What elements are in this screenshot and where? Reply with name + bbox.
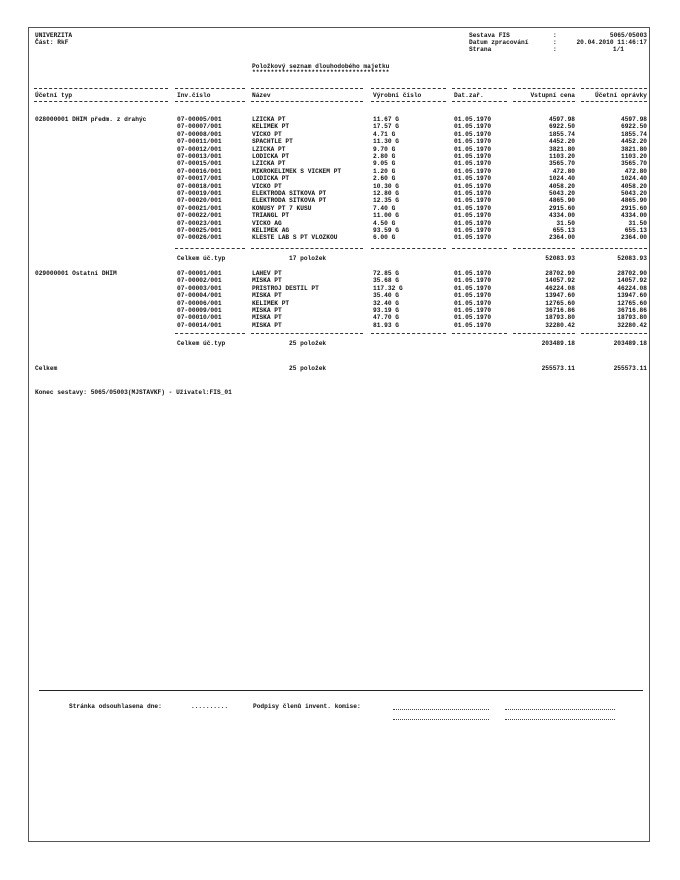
date-acquired: 01.05.1970 <box>454 314 492 322</box>
inv-number: 07-00012/001 <box>177 145 222 153</box>
report-title: Položkový seznam dlouhodobého majetku <box>252 63 390 70</box>
date-acquired: 01.05.1970 <box>454 277 492 285</box>
entry-price: 4058.20 <box>549 182 575 190</box>
depreciation: 13947.60 <box>617 292 647 300</box>
entry-price: 13947.60 <box>545 292 575 300</box>
item-name: MISKA PT <box>252 277 282 285</box>
serial-number: 93.19 G <box>373 307 399 314</box>
grand-total-count: 25 položek <box>289 365 327 372</box>
depreciation: 5043.20 <box>621 190 647 197</box>
subtotal-label: Celkem úč.typ <box>177 340 226 347</box>
date-acquired: 01.05.1970 <box>454 234 492 242</box>
date-acquired: 01.05.1970 <box>454 227 492 234</box>
serial-number: 11.00 G <box>373 212 399 220</box>
subtotal-price: 52083.93 <box>545 255 575 262</box>
serial-number: 7.40 G <box>373 204 396 212</box>
entry-price: 31.50 <box>556 219 575 227</box>
inv-number: 07-00016/001 <box>177 167 222 175</box>
item-name: MISKA PT <box>252 292 282 300</box>
depreciation: 32280.42 <box>617 321 647 329</box>
part-label: Část: RkF <box>35 39 69 46</box>
col-header-price: Vstupní cena <box>530 92 575 99</box>
header-rule-top-1 <box>34 88 168 89</box>
serial-number: 117.32 G <box>373 284 403 292</box>
subtotal-rule-3 <box>371 248 446 249</box>
header-rule-top-6 <box>513 88 575 89</box>
header-rule-bottom-7 <box>581 101 647 102</box>
item-name: ELEKTRODA SITKOVA PT <box>252 190 327 197</box>
inv-number: 07-00008/001 <box>177 130 222 138</box>
inv-number: 07-00001/001 <box>177 270 222 277</box>
subtotal-rule-1 <box>175 248 245 249</box>
depreciation: 31.50 <box>628 219 647 227</box>
date-label: Datum zpracování <box>469 39 529 46</box>
date-acquired: 01.05.1970 <box>454 116 492 123</box>
inv-number: 07-00002/001 <box>177 277 222 285</box>
grand-total-label: Celkem <box>35 365 58 372</box>
header-rule-bottom-4 <box>371 101 446 102</box>
serial-number: 17.57 G <box>373 123 399 131</box>
inv-number: 07-00005/001 <box>177 116 222 123</box>
inv-number: 07-00015/001 <box>177 160 222 168</box>
entry-price: 4334.00 <box>549 212 575 220</box>
signature-line <box>505 709 615 710</box>
entry-price: 32280.42 <box>545 321 575 329</box>
grand-total-dep: 255573.11 <box>613 365 647 372</box>
entry-price: 14057.92 <box>545 277 575 285</box>
depreciation: 2364.00 <box>621 234 647 242</box>
entry-price: 655.13 <box>552 227 575 234</box>
date-acquired: 01.05.1970 <box>454 197 492 205</box>
subtotal-rule-1 <box>175 333 245 334</box>
depreciation: 1103.20 <box>621 153 647 160</box>
subtotal-rule-5 <box>513 248 575 249</box>
page-value: 1/1 <box>612 46 624 53</box>
entry-price: 2915.60 <box>549 204 575 212</box>
item-name: KLESTE LAB S PT VLOZKOU <box>252 234 338 242</box>
depreciation: 3821.80 <box>621 145 647 153</box>
entry-price: 5043.20 <box>549 190 575 197</box>
depreciation: 4058.20 <box>621 182 647 190</box>
item-name: ELEKTRODA SITKOVA PT <box>252 197 327 205</box>
header-rule-top-7 <box>581 88 647 89</box>
item-name: VICKO PT <box>252 182 282 190</box>
depreciation: 36716.86 <box>617 307 647 314</box>
item-name: LODICKA PT <box>252 175 290 183</box>
depreciation: 4452.20 <box>621 138 647 146</box>
date-acquired: 01.05.1970 <box>454 204 492 212</box>
entry-price: 3821.80 <box>549 145 575 153</box>
depreciation: 14057.92 <box>617 277 647 285</box>
date-acquired: 01.05.1970 <box>454 190 492 197</box>
date-colon: : <box>553 39 557 46</box>
date-acquired: 01.05.1970 <box>454 219 492 227</box>
col-header-name: Název <box>252 92 271 99</box>
col-header-serial: Výrobní číslo <box>373 92 422 99</box>
depreciation: 2915.60 <box>621 204 647 212</box>
header-rule-bottom-3 <box>251 101 363 102</box>
page-label: Strana <box>469 46 492 53</box>
item-name: LZICKA PT <box>252 116 286 123</box>
depreciation: 6922.50 <box>621 123 647 131</box>
date-acquired: 01.05.1970 <box>454 145 492 153</box>
entry-price: 1103.20 <box>549 153 575 160</box>
subtotal-count: 25 položek <box>289 340 327 347</box>
entry-price: 46224.08 <box>545 284 575 292</box>
date-acquired: 01.05.1970 <box>454 321 492 329</box>
depreciation: 4597.98 <box>621 116 647 123</box>
inv-number: 07-00026/001 <box>177 234 222 242</box>
header-rule-bottom-6 <box>513 101 575 102</box>
agreed-dots: .......... <box>191 703 229 710</box>
serial-number: 81.93 G <box>373 321 399 329</box>
signature-line <box>393 719 489 720</box>
serial-number: 10.30 G <box>373 182 399 190</box>
inv-number: 07-00020/001 <box>177 197 222 205</box>
item-name: LODICKA PT <box>252 153 290 160</box>
signature-line <box>393 709 489 710</box>
inv-number: 07-00010/001 <box>177 314 222 322</box>
org-name: UNIVERZITA <box>35 32 73 39</box>
depreciation: 472.80 <box>624 167 647 175</box>
subtotal-rule-6 <box>581 248 647 249</box>
subtotal-dep: 52083.93 <box>617 255 647 262</box>
depreciation: 46224.08 <box>617 284 647 292</box>
inv-number: 07-00022/001 <box>177 212 222 220</box>
inv-number: 07-00009/001 <box>177 307 222 314</box>
header-rule-bottom-2 <box>175 101 245 102</box>
entry-price: 3565.70 <box>549 160 575 168</box>
subtotal-rule-2 <box>251 248 363 249</box>
signature-line <box>505 719 615 720</box>
date-acquired: 01.05.1970 <box>454 160 492 168</box>
serial-number: 4.50 G <box>373 219 396 227</box>
serial-number: 6.00 G <box>373 234 396 242</box>
date-acquired: 01.05.1970 <box>454 138 492 146</box>
entry-price: 4597.98 <box>549 116 575 123</box>
subtotal-rule-4 <box>452 248 507 249</box>
inv-number: 07-00004/001 <box>177 292 222 300</box>
serial-number: 12.80 G <box>373 190 399 197</box>
serial-number: 11.30 G <box>373 138 399 146</box>
item-name: KELIMEK PT <box>252 299 290 307</box>
serial-number: 93.59 G <box>373 227 399 234</box>
subtotal-count: 17 položek <box>289 255 327 262</box>
item-name: LZICKA PT <box>252 160 286 168</box>
entry-price: 36716.86 <box>545 307 575 314</box>
date-acquired: 01.05.1970 <box>454 292 492 300</box>
date-acquired: 01.05.1970 <box>454 307 492 314</box>
inv-number: 07-00017/001 <box>177 175 222 183</box>
depreciation: 4334.00 <box>621 212 647 220</box>
depreciation: 12765.60 <box>617 299 647 307</box>
depreciation: 4865.90 <box>621 197 647 205</box>
report-sheet <box>28 27 650 842</box>
entry-price: 4452.20 <box>549 138 575 146</box>
entry-price: 4865.90 <box>549 197 575 205</box>
date-acquired: 01.05.1970 <box>454 123 492 131</box>
serial-number: 9.70 G <box>373 145 396 153</box>
group-type-label: 029000001 Ostatní DHIM <box>35 270 117 277</box>
depreciation: 18793.80 <box>617 314 647 322</box>
header-rule-top-2 <box>175 88 245 89</box>
grand-total-price: 255573.11 <box>541 365 575 372</box>
header-rule-bottom-1 <box>34 101 168 102</box>
inv-number: 07-00007/001 <box>177 123 222 131</box>
depreciation: 655.13 <box>624 227 647 234</box>
subtotal-price: 203489.18 <box>541 340 575 347</box>
inv-number: 07-00019/001 <box>177 190 222 197</box>
subtotal-rule-6 <box>581 333 647 334</box>
report-title-underline: ************************************* <box>252 69 390 76</box>
item-name: VICKO AG <box>252 219 282 227</box>
col-header-dep: Účetní oprávky <box>595 92 647 99</box>
serial-number: 12.35 G <box>373 197 399 205</box>
subtotal-rule-2 <box>251 333 363 334</box>
item-name: LZICKA PT <box>252 145 286 153</box>
item-name: KELIMEK AG <box>252 227 290 234</box>
subtotal-rule-3 <box>371 333 446 334</box>
depreciation: 1855.74 <box>621 130 647 138</box>
inv-number: 07-00003/001 <box>177 284 222 292</box>
item-name: PRISTROJ DESTIL PT <box>252 284 319 292</box>
subtotal-rule-5 <box>513 333 575 334</box>
date-acquired: 01.05.1970 <box>454 212 492 220</box>
inv-number: 07-00021/001 <box>177 204 222 212</box>
col-header-inv: Inv.číslo <box>177 92 211 99</box>
inv-number: 07-00006/001 <box>177 299 222 307</box>
header-rule-top-3 <box>251 88 363 89</box>
group-type-label: 028000001 DHIM předm. z drahýc <box>35 116 147 123</box>
serial-number: 4.71 G <box>373 130 396 138</box>
serial-number: 35.40 G <box>373 292 399 300</box>
inv-number: 07-00013/001 <box>177 153 222 160</box>
entry-price: 1024.40 <box>549 175 575 183</box>
serial-number: 11.67 G <box>373 116 399 123</box>
entry-price: 18793.80 <box>545 314 575 322</box>
entry-price: 472.80 <box>552 167 575 175</box>
depreciation: 3565.70 <box>621 160 647 168</box>
item-name: MIKROKELIMEK S VICKEM PT <box>252 167 342 175</box>
subtotal-label: Celkem úč.typ <box>177 255 226 262</box>
signatures-label: Podpisy členů invent. komise: <box>253 703 361 710</box>
inv-number: 07-00023/001 <box>177 219 222 227</box>
item-name: KONUSY PT 7 KUSU <box>252 204 312 212</box>
page-colon: : <box>553 46 557 53</box>
date-acquired: 01.05.1970 <box>454 270 492 277</box>
depreciation: 1024.40 <box>621 175 647 183</box>
col-header-date: Dat.zař. <box>454 92 484 99</box>
date-acquired: 01.05.1970 <box>454 299 492 307</box>
serial-number: 72.85 G <box>373 270 399 277</box>
header-rule-bottom-5 <box>452 101 507 102</box>
col-header-type: Účetní typ <box>35 92 73 99</box>
inv-number: 07-00011/001 <box>177 138 222 146</box>
item-name: KELIMEK PT <box>252 123 290 131</box>
depreciation: 28702.90 <box>617 270 647 277</box>
entry-price: 6922.50 <box>549 123 575 131</box>
serial-number: 35.68 G <box>373 277 399 285</box>
date-acquired: 01.05.1970 <box>454 153 492 160</box>
serial-number: 32.40 G <box>373 299 399 307</box>
inv-number: 07-00025/001 <box>177 227 222 234</box>
entry-price: 28702.90 <box>545 270 575 277</box>
item-name: VICKO PT <box>252 130 282 138</box>
serial-number: 2.60 G <box>373 175 396 183</box>
date-acquired: 01.05.1970 <box>454 182 492 190</box>
date-value: 20.04.2010 11:46:17 <box>576 39 647 46</box>
entry-price: 1855.74 <box>549 130 575 138</box>
set-value: 5065/05003 <box>609 32 647 39</box>
entry-price: 2364.00 <box>549 234 575 242</box>
date-acquired: 01.05.1970 <box>454 130 492 138</box>
date-acquired: 01.05.1970 <box>454 167 492 175</box>
item-name: MISKA PT <box>252 321 282 329</box>
agreed-label: Stránka odsouhlasena dne: <box>69 703 162 710</box>
inv-number: 07-00018/001 <box>177 182 222 190</box>
subtotal-rule-4 <box>452 333 507 334</box>
item-name: MISKA PT <box>252 307 282 314</box>
inv-number: 07-00014/001 <box>177 321 222 329</box>
subtotal-dep: 203489.18 <box>613 340 647 347</box>
end-note: Konec sestavy: 5065/05003(MJSTAVKF) - Uživatel:FIS_01 <box>35 389 232 396</box>
item-name: TRIANGL PT <box>252 212 290 220</box>
date-acquired: 01.05.1970 <box>454 284 492 292</box>
item-name: MISKA PT <box>252 314 282 322</box>
set-colon: : <box>553 32 557 39</box>
serial-number: 1.20 G <box>373 167 396 175</box>
set-label: Sestava FIS <box>469 32 510 39</box>
header-rule-top-5 <box>452 88 507 89</box>
serial-number: 2.80 G <box>373 153 396 160</box>
footer-rule <box>39 690 643 691</box>
serial-number: 47.70 G <box>373 314 399 322</box>
date-acquired: 01.05.1970 <box>454 175 492 183</box>
item-name: LAHEV PT <box>252 270 282 277</box>
item-name: SPACHTLE PT <box>252 138 293 146</box>
entry-price: 12765.60 <box>545 299 575 307</box>
header-rule-top-4 <box>371 88 446 89</box>
serial-number: 9.05 G <box>373 160 396 168</box>
